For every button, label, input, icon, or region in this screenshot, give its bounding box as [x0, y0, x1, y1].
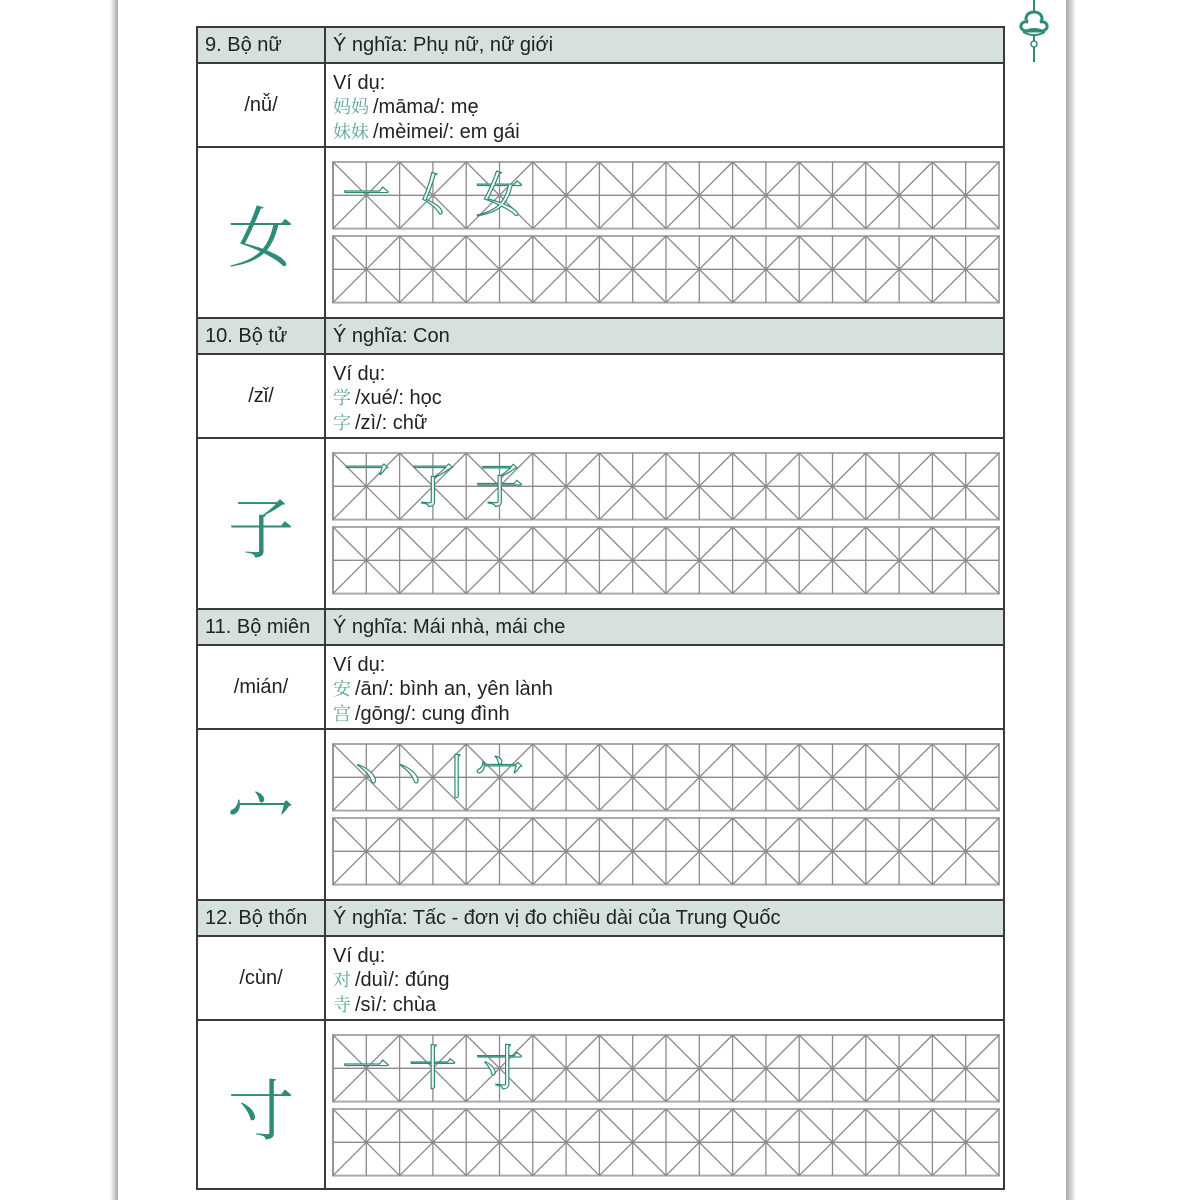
practice-grid-area [326, 148, 1003, 317]
radical-character-cell [198, 439, 326, 608]
example-hanzi: 妈妈 [333, 97, 369, 118]
radical-character-cell [198, 1021, 326, 1190]
practice-grid-area [326, 730, 1003, 899]
page-edge-left [110, 0, 118, 1200]
radical-example-row [198, 64, 1003, 148]
radical-pinyin: /zǐ/ [198, 355, 326, 437]
practice-grid-area [326, 1021, 1003, 1190]
examples-label: Ví dụ: [333, 363, 386, 385]
stroke-order-step: 一 [342, 167, 391, 224]
radical-meaning: Ý nghĩa: Con [333, 324, 450, 347]
example-item [333, 411, 1003, 436]
radical-header-row [198, 901, 1003, 937]
radical-block [198, 28, 1003, 319]
radical-pinyin: /cùn/ [198, 937, 326, 1019]
example-item [333, 120, 1003, 145]
radical-character: 女 [228, 200, 294, 277]
example-text: /xué/: học [355, 387, 442, 409]
examples-list [326, 937, 1003, 1019]
example-hanzi: 学 [333, 388, 351, 409]
radical-character-cell [198, 730, 326, 899]
radical-header-row [198, 610, 1003, 646]
stroke-order-step: 女 [475, 167, 524, 224]
stroke-order-step: 丶丨 [384, 749, 481, 806]
example-hanzi: 寺 [333, 995, 351, 1016]
example-item [333, 702, 1003, 727]
example-text: /gōng/: cung đình [355, 703, 510, 725]
example-hanzi: 对 [333, 970, 351, 991]
radical-block [198, 610, 1003, 901]
practice-grid[interactable] [332, 743, 1000, 888]
example-text: /duì/: đúng [355, 969, 450, 991]
stroke-order-step: 子 [475, 458, 524, 515]
radical-practice-row [198, 1021, 1003, 1190]
example-text: /ān/: bình an, yên lành [355, 678, 553, 700]
radical-title: 9. Bộ nữ [198, 28, 326, 62]
example-hanzi: 安 [333, 679, 351, 700]
stroke-order-step: 十 [408, 1040, 457, 1097]
examples-list [326, 355, 1003, 437]
example-item [333, 386, 1003, 411]
example-hanzi: 妹妹 [333, 122, 369, 143]
radical-practice-row [198, 148, 1003, 317]
radical-pinyin: /nǚ/ [198, 64, 326, 146]
radical-block [198, 901, 1003, 1188]
stroke-order-step: 了 [408, 458, 457, 515]
example-item [333, 968, 1003, 993]
examples-list [326, 64, 1003, 146]
radical-title: 10. Bộ tử [198, 319, 326, 353]
practice-grid[interactable] [332, 452, 1000, 597]
lotus-ornament-icon [1014, 0, 1050, 64]
radical-example-row [198, 937, 1003, 1021]
practice-grid[interactable] [332, 1034, 1000, 1179]
example-item [333, 95, 1003, 120]
radical-character-cell [198, 148, 326, 317]
radical-character: 寸 [228, 1073, 294, 1150]
radical-character: 宀 [228, 782, 294, 859]
radical-meaning: Ý nghĩa: Phụ nữ, nữ giới [333, 33, 554, 56]
practice-grid[interactable] [332, 161, 1000, 306]
radical-example-row [198, 355, 1003, 439]
examples-label: Ví dụ: [333, 72, 386, 94]
radical-practice-row [198, 730, 1003, 899]
radical-header-row [198, 319, 1003, 355]
example-text: /māma/: mẹ [373, 96, 479, 118]
example-hanzi: 字 [333, 413, 351, 434]
example-text: /sì/: chùa [355, 994, 437, 1016]
radical-header-row [198, 28, 1003, 64]
stroke-order-step: 丶 [342, 749, 391, 806]
example-item [333, 677, 1003, 702]
example-item [333, 993, 1003, 1018]
radical-example-row [198, 646, 1003, 730]
example-text: /zì/: chữ [355, 412, 428, 434]
stroke-order-step: 乛 [342, 458, 391, 515]
radical-pinyin: /mián/ [198, 646, 326, 728]
examples-list [326, 646, 1003, 728]
example-hanzi: 宫 [333, 704, 351, 725]
stroke-order-step: 宀 [475, 749, 524, 806]
radical-block [198, 319, 1003, 610]
practice-grid-area [326, 439, 1003, 608]
radical-meaning: Ý nghĩa: Tấc - đơn vị đo chiều dài của Trung Quốc [333, 906, 781, 929]
page-edge-right [1066, 0, 1076, 1200]
examples-label: Ví dụ: [333, 945, 386, 967]
radical-character: 子 [228, 491, 294, 568]
radicals-table [196, 26, 1005, 1190]
stroke-order-step: 一 [342, 1040, 391, 1097]
stroke-order-step: 寸 [475, 1040, 524, 1097]
examples-label: Ví dụ: [333, 654, 386, 676]
example-text: /mèimei/: em gái [373, 121, 520, 143]
stroke-order-step: 𡿨 [408, 167, 457, 224]
radical-practice-row [198, 439, 1003, 608]
radical-title: 12. Bộ thốn [198, 901, 326, 935]
radical-meaning: Ý nghĩa: Mái nhà, mái che [333, 615, 566, 638]
radical-title: 11. Bộ miên [198, 610, 326, 644]
